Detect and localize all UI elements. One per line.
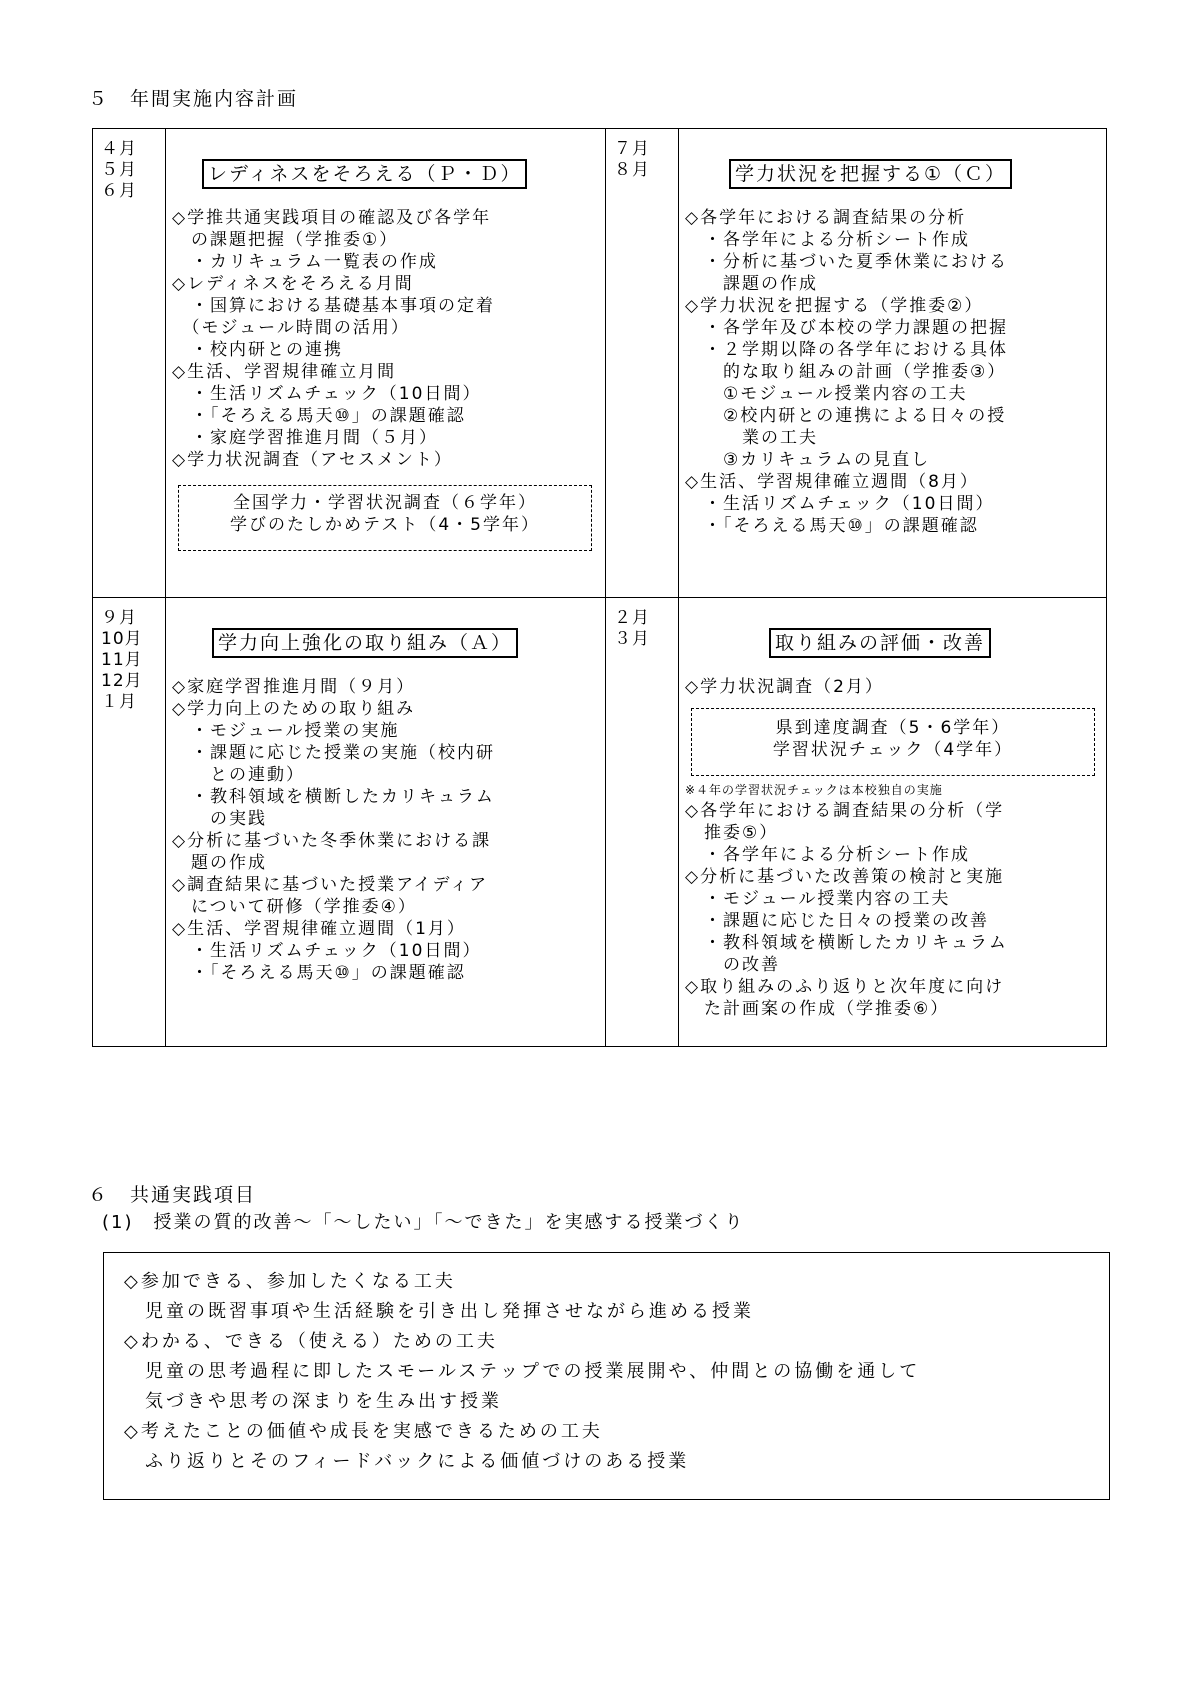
- q3-months-cell: [93, 598, 166, 1047]
- q4-lines-top: ◇学力状況調査（2月）: [685, 677, 884, 697]
- q1-months: ４月 ５月 ６月: [101, 139, 137, 201]
- section-6-heading: ６ 共通実践項目: [88, 1184, 257, 1206]
- q4-lines: ◇各学年における調査結果の分析（学 推委⑤） ・各学年による分析シート作成 ◇分析に基づいた改善策の検討と実施 ・モジュール授業内容の工夫 ・課題に応じた日々の授業の改善 ・教科領域を横断したカリキュラム の改善 ◇取り組みのふり返りと次年度に向け た計画案の作成（学推委⑥）: [685, 801, 1008, 1019]
- annual-plan-table: [92, 128, 1107, 1047]
- q3-lines: ◇家庭学習推進月間（９月） ◇学力向上のための取り組み ・モジュール授業の実施 ・課題に応じた授業の実施（校内研 との連動） ・教科領域を横断したカリキュラム の実践 ◇分析に基づいた冬季休業における課 題の作成 ◇調査結果に基づいた授業アイディア について研修（学推委④） ◇生活、学習規律確立週間（1月） ・生活リズムチェック（10日間） ・「そろえる馬天⑩」の課題確認: [172, 677, 495, 983]
- q1-title: レディネスをそろえる（Ｐ・Ｄ）: [202, 159, 527, 189]
- q4-content-cell: [679, 598, 1107, 1047]
- practice-lines: ◇参加できる、参加したくなる工夫 児童の既習事項や生活経験を引き出し発揮させながら進める授業 ◇わかる、できる（使える）ための工夫 児童の思考過程に即したスモールステップでの授業展開や、仲間との協働を通して 気づきや思考の深まりを生み出す授業 ◇考えたことの価値や成長を実感できるための工夫 ふり返りとそのフィードバックによる価値づけのある授業: [124, 1271, 921, 1472]
- q4-survey-box: 県到達度調査（5・6学年） 学習状況チェック（4学年）: [691, 708, 1095, 776]
- q3-content-cell: [166, 598, 606, 1047]
- common-practice-box: [103, 1252, 1110, 1500]
- q2-title: 学力状況を把握する①（Ｃ）: [729, 159, 1012, 189]
- q1-lines: ◇学推共通実践項目の確認及び各学年 の課題把握（学推委①） ・カリキュラム一覧表の作成 ◇レディネスをそろえる月間 ・国算における基礎基本事項の定着 （モジュール時間の活用） ・校内研との連携 ◇生活、学習規律確立月間 ・生活リズムチェック（10日間） ・「そろえる馬天⑩」の課題確認 ・家庭学習推進月間（５月） ◇学力状況調査（アセスメント）: [172, 208, 495, 470]
- q2-content-cell: [679, 129, 1107, 598]
- q2-lines: ◇各学年における調査結果の分析 ・各学年による分析シート作成 ・分析に基づいた夏季休業における 課題の作成 ◇学力状況を把握する（学推委②） ・各学年及び本校の学力課題の把握 ・２学期以降の各学年における具体 的な取り組みの計画（学推委③） ①モジュール授業内容の工夫 ②校内研との連携による日々の授 業の工夫 ③カリキュラムの見直し ◇生活、学習規律確立週間（8月） ・生活リズムチェック（10日間） ・「そろえる馬天⑩」の課題確認: [685, 208, 1008, 536]
- q1-months-cell: [93, 129, 166, 598]
- section-5-heading: ５ 年間実施内容計画: [88, 88, 299, 110]
- q1-content-cell: [166, 129, 606, 598]
- q2-months: ７月 ８月: [614, 139, 650, 180]
- q3-title: 学力向上強化の取り組み（Ａ）: [212, 628, 518, 658]
- q4-note: ※４年の学習状況チェックは本校独自の実施: [685, 783, 943, 797]
- q1-survey-box: 全国学力・学習状況調査（６学年） 学びのたしかめテスト（4・5学年）: [178, 485, 592, 551]
- q4-months-cell: [606, 598, 679, 1047]
- q2-months-cell: [606, 129, 679, 598]
- q3-months: ９月 10月 11月 12月 １月: [101, 608, 143, 712]
- q4-months: ２月 ３月: [614, 608, 650, 649]
- section-6-subheading: (1) 授業の質的改善～「～したい」「～できた」を実感する授業づくり: [102, 1212, 745, 1233]
- q4-title: 取り組みの評価・改善: [769, 628, 991, 658]
